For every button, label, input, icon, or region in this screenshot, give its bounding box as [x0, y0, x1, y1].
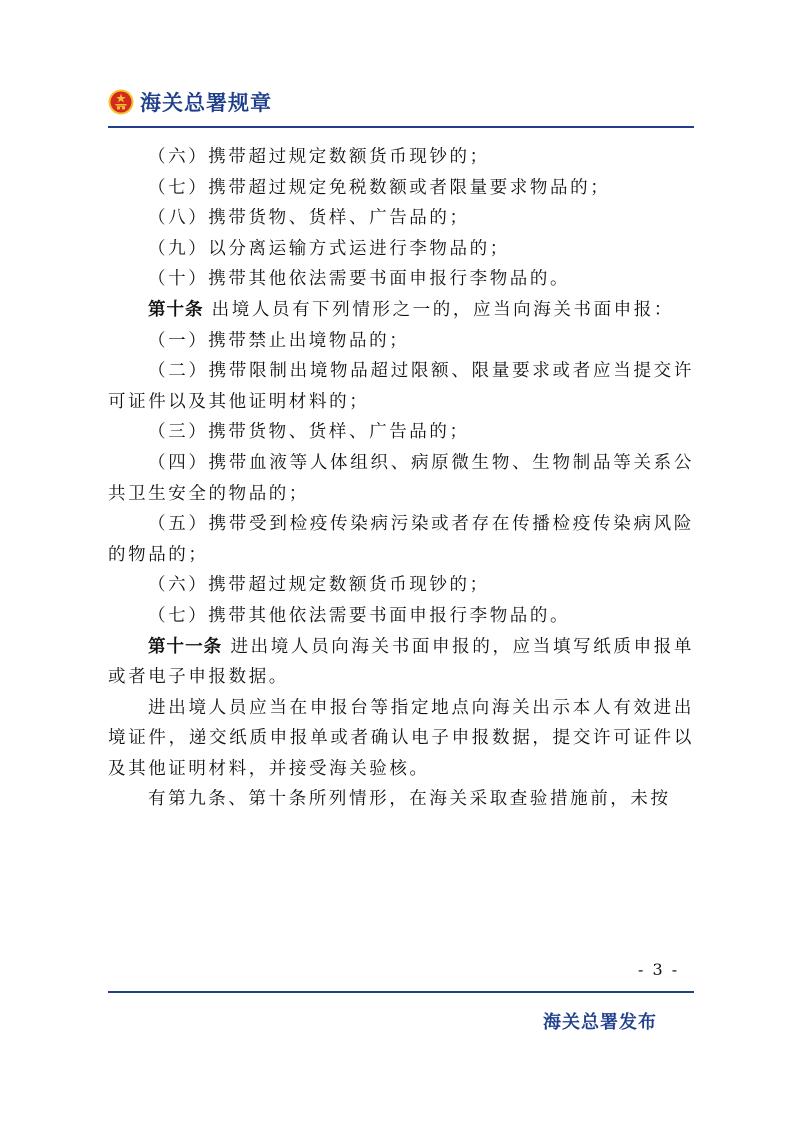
article-number: 第十一条 [148, 636, 223, 657]
paragraph-text: （八）携带货物、货样、广告品的； [148, 208, 470, 229]
paragraph-text: （二）携带限制出境物品超过限额、限量要求或者应当提交许可证件以及其他证明材料的； [108, 361, 694, 412]
paragraph [108, 173, 694, 204]
paragraph-text: （六）携带超过规定数额货币现钞的； [148, 575, 490, 596]
paragraph [108, 417, 694, 448]
paragraph [108, 784, 694, 815]
national-emblem-icon [108, 89, 134, 115]
article-paragraph [108, 632, 694, 693]
paragraph [108, 601, 694, 632]
page-number: - 3 - [638, 960, 680, 979]
paragraph [108, 326, 694, 357]
document-body [108, 142, 694, 815]
paragraph [108, 570, 694, 601]
paragraph [108, 448, 694, 509]
article-paragraph [108, 295, 694, 326]
footer-divider [108, 991, 694, 993]
paragraph-text: 出境人员有下列情形之一的，应当向海关书面申报： [211, 299, 674, 320]
paragraph-text: 有第九条、第十条所列情形，在海关采取查验措施前，未按 [148, 789, 671, 810]
header-title: 海关总署规章 [140, 91, 272, 115]
paragraph-text: （四）携带血液等人体组织、病原微生物、生物制品等关系公共卫生安全的物品的； [108, 452, 694, 504]
header-divider [108, 126, 694, 128]
paragraph-text: （三）携带货物、货样、广告品的； [148, 422, 470, 443]
paragraph-text: （七）携带超过规定免税数额或者限量要求物品的； [148, 177, 611, 198]
paragraph-text: （七）携带其他依法需要书面申报行李物品的。 [148, 605, 571, 626]
paragraph [108, 509, 694, 570]
paragraph-text: （十）携带其他依法需要书面申报行李物品的。 [148, 269, 571, 290]
paragraph-text: 进出境人员应当在申报台等指定地点向海关出示本人有效进出境证件，递交纸质申报单或者确认电子申报数据，提交许可证件以及其他证明材料，并接受海关验核。 [108, 697, 694, 779]
page-header [108, 84, 272, 120]
paragraph-text: （六）携带超过规定数额货币现钞的； [148, 147, 490, 167]
article-number: 第十条 [148, 299, 204, 320]
footer-publisher: 海关总署发布 [543, 1012, 657, 1033]
paragraph [108, 356, 694, 417]
paragraph [108, 142, 694, 173]
paragraph-text: （五）携带受到检疫传染病污染或者存在传播检疫传染病风险的物品的； [108, 514, 694, 565]
paragraph [108, 203, 694, 234]
paragraph-text: 进出境人员向海关书面申报的，应当填写纸质申报单或者电子申报数据。 [108, 636, 695, 688]
paragraph-text: （九）以分离运输方式运进行李物品的； [148, 238, 510, 259]
paragraph [108, 234, 694, 265]
paragraph-text: （一）携带禁止出境物品的； [148, 330, 410, 351]
paragraph [108, 693, 694, 785]
paragraph [108, 264, 694, 295]
